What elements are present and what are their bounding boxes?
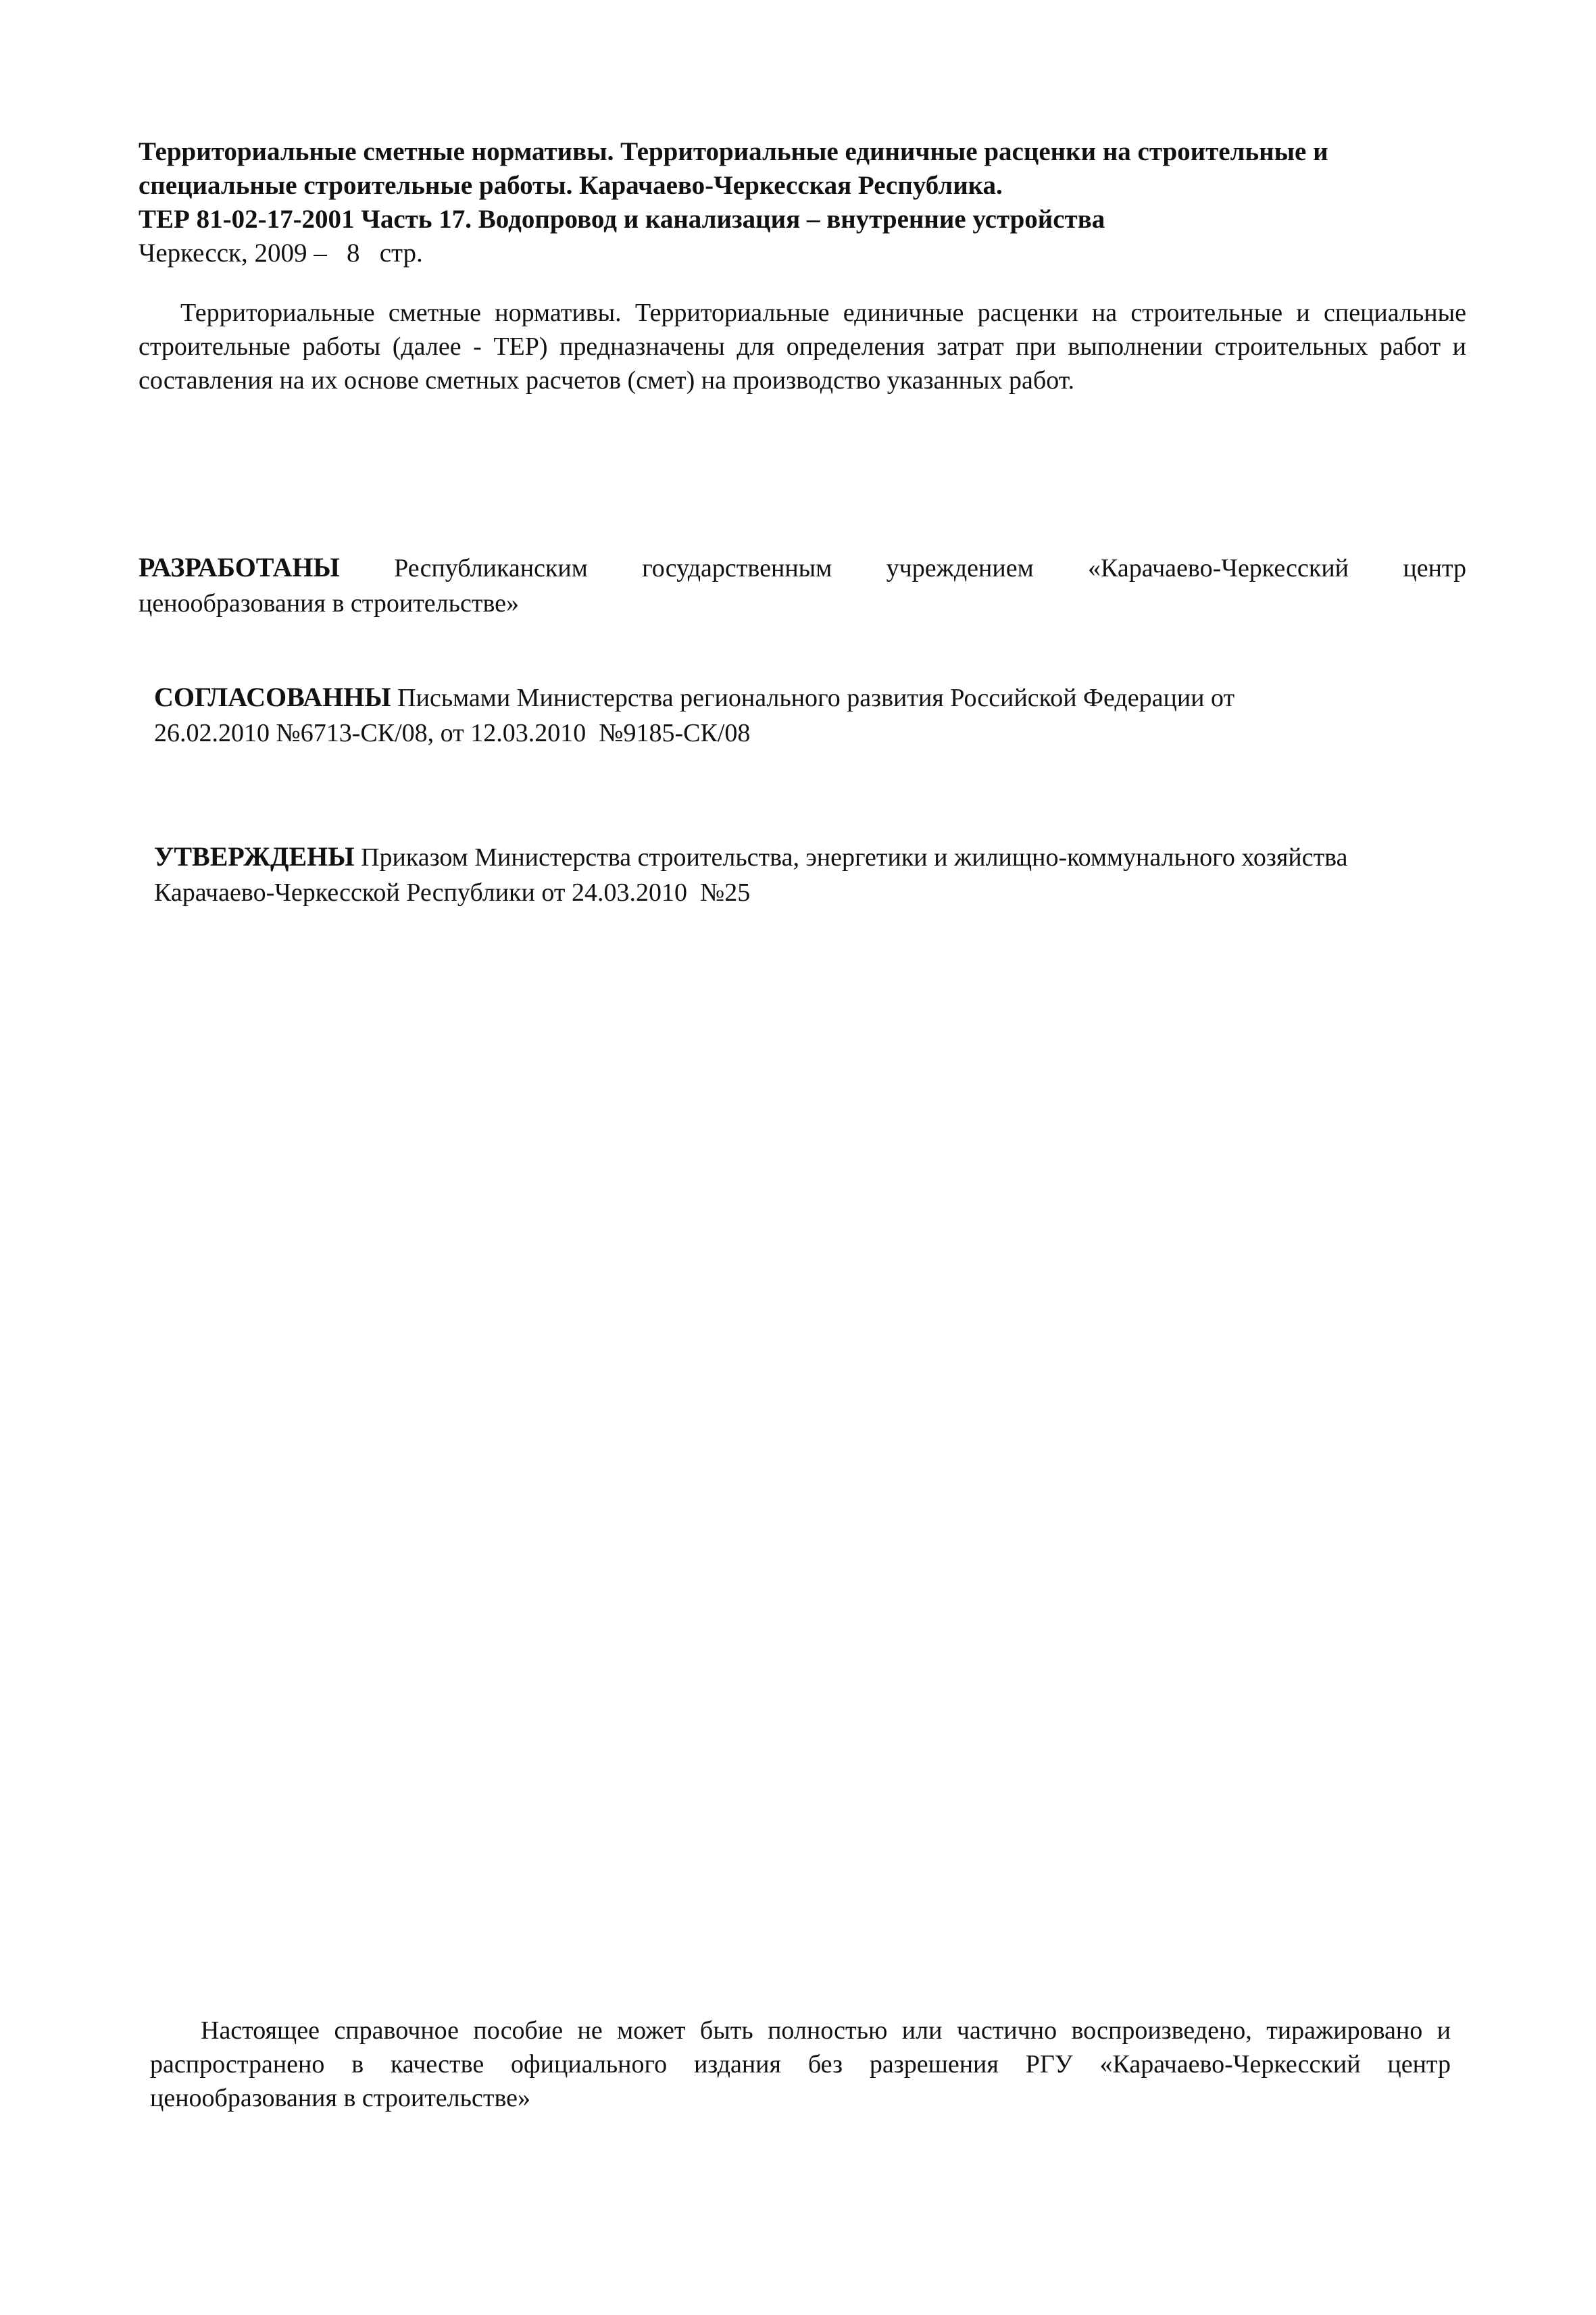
title-line-2: специальные строительные работы. Карачаево-Черкесская Республика. [139, 171, 1003, 200]
copyright-notice: Настоящее справочное пособие не может быть полностью или частично воспроизведено, тиражировано и распространено в качестве официального издания без разрешения РГУ «Карачаево-Черкесский центр ценообразования в строительстве» [150, 2016, 1451, 2112]
approved-section [154, 839, 1438, 910]
agreed-line-2: 26.02.2010 №6713-СК/08, от 12.03.2010 №9185-СК/08 [154, 719, 751, 747]
developed-section [139, 550, 1466, 621]
title-line-1: Территориальные сметные нормативы. Территориальные единичные расценки на строительные и [139, 137, 1328, 166]
approved-line-1 [154, 839, 1438, 875]
imprint-line: Черкесск, 2009 – 8 стр. [139, 239, 423, 268]
approved-line-2: Карачаево-Черкесской Республики от 24.03.2010 №25 [154, 878, 751, 907]
title-line-3: ТЕР 81-02-17-2001 Часть 17. Водопровод и канализация – внутренние устройства [139, 205, 1105, 234]
developed-text: Республиканским государственным учреждением «Карачаево-Черкесский центр [339, 554, 1466, 582]
developed-lead: РАЗРАБОТАНЫ [139, 552, 340, 582]
agreed-lead: СОГЛАСОВАННЫ [154, 682, 391, 712]
approved-lead: УТВЕРЖДЕНЫ [154, 841, 355, 872]
intro-paragraph: Территориальные сметные нормативы. Территориальные единичные расценки на строительные и специальные строительные работы (далее - ТЕР) предназначены для определения затрат при выполнении строительных работ и составления на их основе сметных расчетов (смет) на производство указанных работ. [139, 299, 1466, 395]
developed-line-1 [139, 550, 1466, 586]
approved-text: Приказом Министерства строительства, энергетики и жилищно-коммунального хозяйства [354, 843, 1348, 872]
document-header [139, 135, 1483, 270]
agreed-line-1 [154, 680, 1438, 716]
agreed-text: Письмами Министерства регионального развития Российской Федерации от [391, 684, 1235, 712]
agreed-section [154, 680, 1438, 751]
developed-line-2: ценообразования в строительстве» [139, 589, 520, 618]
